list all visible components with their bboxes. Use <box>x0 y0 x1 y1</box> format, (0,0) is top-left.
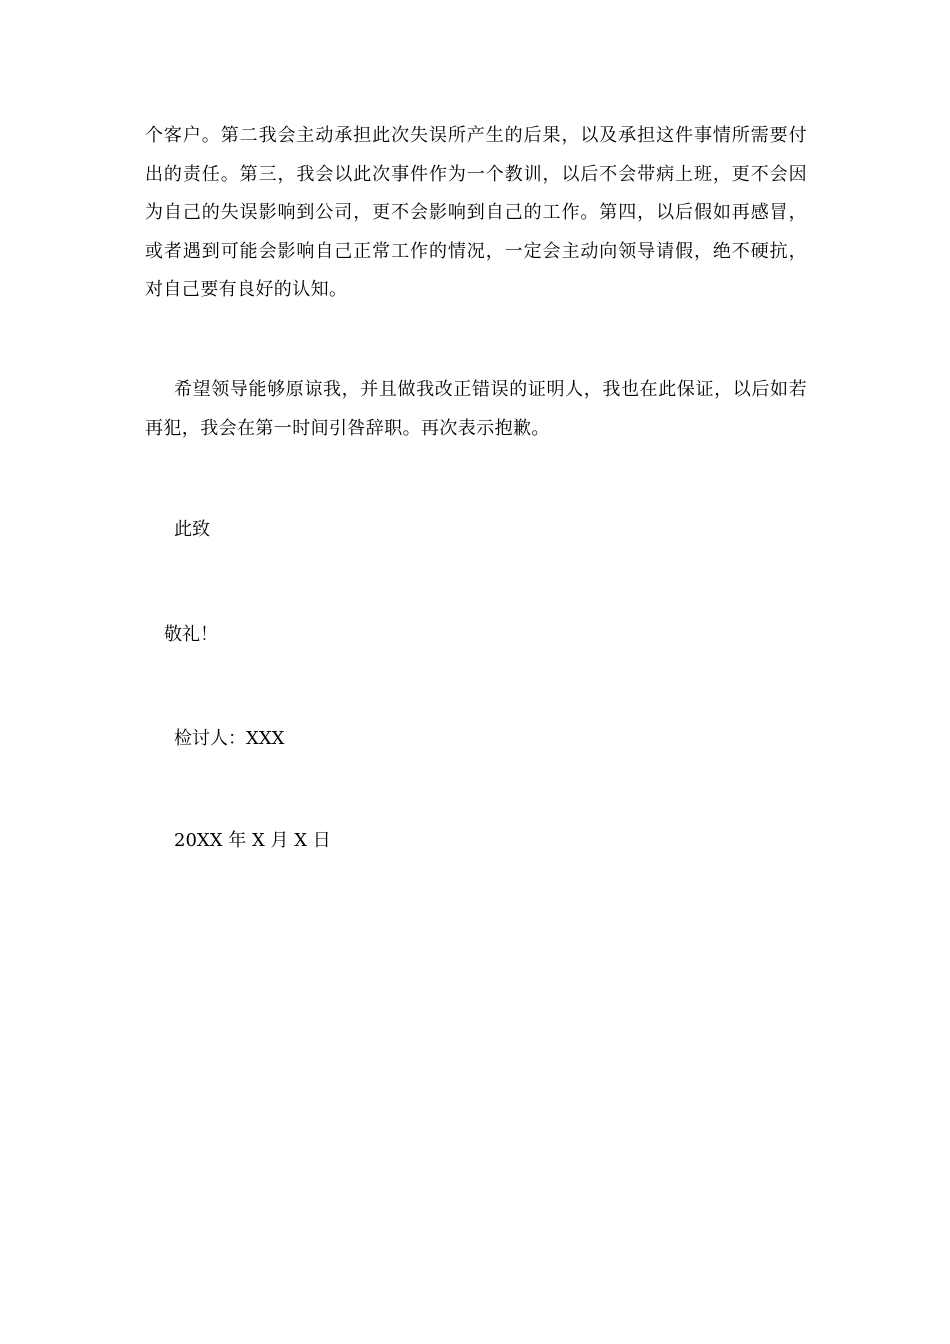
signer-line: 检讨人：XXX <box>174 728 285 749</box>
body-paragraph-2: 希望领导能够原谅我，并且做我改正错误的证明人，我也在此保证，以后如若再犯，我会在第一时间引咎辞职。再次表示抱歉。 <box>145 379 807 439</box>
closing-regards: 敬礼！ <box>164 624 218 645</box>
closing-salutation: 此致 <box>174 519 210 540</box>
body-paragraph-1: 个客户。第二我会主动承担此次失误所产生的后果，以及承担这件事情所需要付出的责任。第三，我会以此次事件作为一个教训，以后不会带病上班，更不会因为自己的失误影响到公司，更不会影响到自己的工作。第四，以后假如再感冒，或者遇到可能会影响自己正常工作的情况，一定会主动向领导请假，绝不硬抗，对自己要有良好的认知。 <box>145 125 807 300</box>
date-line: 20XX 年 X 月 X 日 <box>174 830 331 851</box>
